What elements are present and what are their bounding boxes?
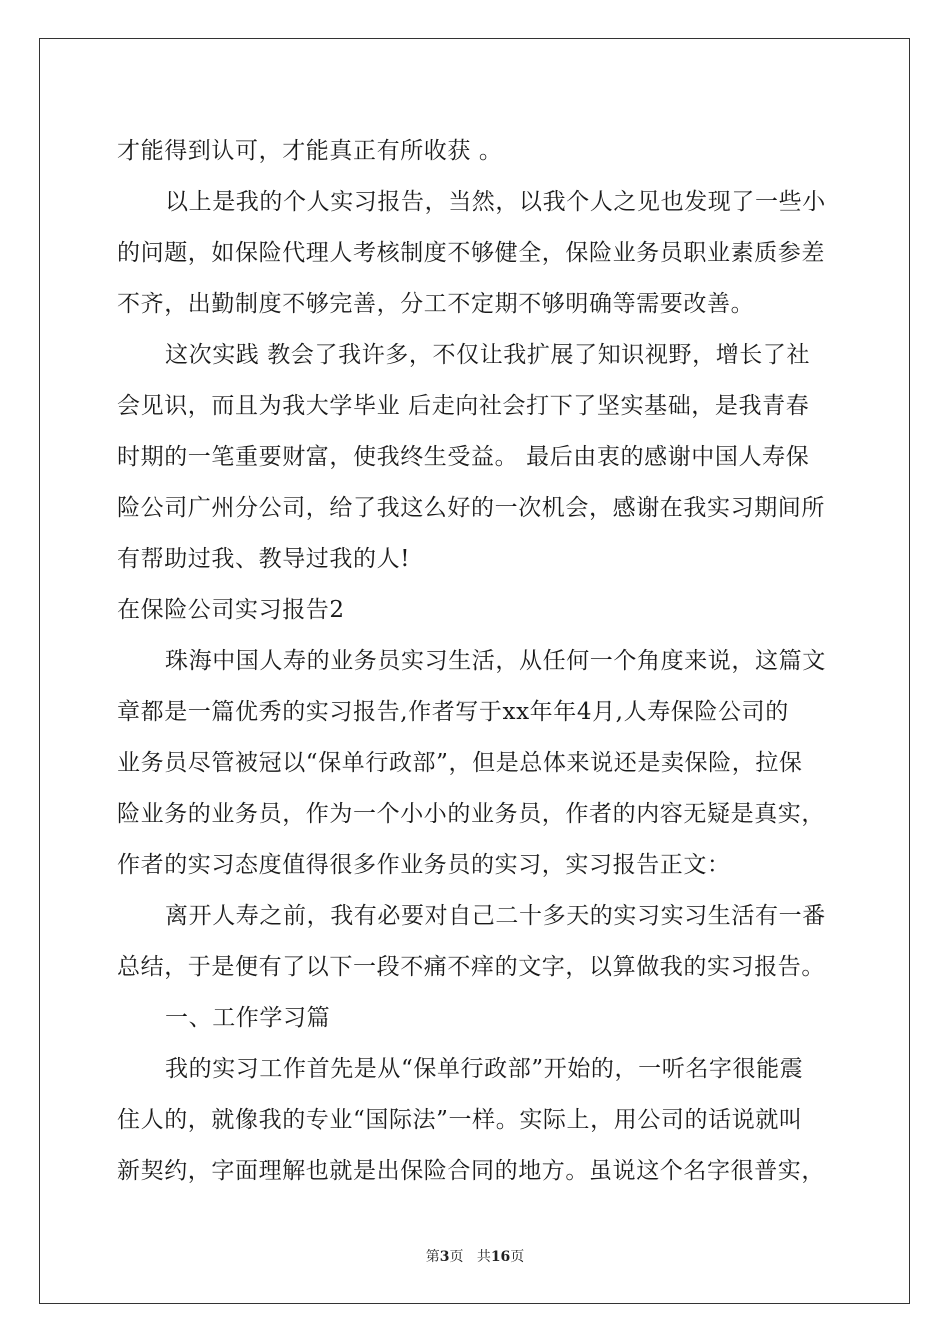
text-line: 不齐，出勤制度不够完善，分工不定期不够明确等需要改善。 (117, 291, 755, 317)
text-line: 总结，于是便有了以下一段不痛不痒的文字，以算做我的实习报告。 (117, 954, 825, 980)
text-line: 离开人寿之前，我有必要对自己二十多天的实习实习生活有一番 (165, 903, 826, 929)
text-line: 住人的，就像我的专业“国际法”一样。实际上，用公司的话说就叫 (117, 1107, 803, 1133)
text-line: 时期的一笔重要财富，使我终生受益。 最后由衷的感谢中国人寿保 (117, 444, 810, 470)
footer-page-number: 3 (439, 1249, 450, 1265)
text-line: 险业务的业务员，作为一个小小的业务员，作者的内容无疑是真实， (117, 801, 825, 827)
footer-page-suffix: 页 (449, 1249, 464, 1265)
text-line: 业务员尽管被冠以“保单行政部”，但是总体来说还是卖保险，拉保 (117, 750, 803, 776)
text-line: 一、工作学习篇 (165, 1005, 331, 1031)
text-line: 有帮助过我、教导过我的人! (117, 546, 411, 572)
footer-prefix: 第 (425, 1249, 440, 1265)
text-line: 我的实习工作首先是从“保单行政部”开始的，一听名字很能震 (165, 1056, 804, 1082)
text-line: 的问题，如保险代理人考核制度不够健全，保险业务员职业素质参差 (117, 240, 825, 266)
text-line: 章都是一篇优秀的实习报告,作者写于xx年年4月,人寿保险公司的 (117, 699, 789, 725)
text-line: 会见识，而且为我大学毕业 后走向社会打下了坚实基础，是我青春 (117, 393, 810, 419)
text-line: 作者的实习态度值得很多作业务员的实习，实习报告正文： (117, 852, 731, 878)
document-body (117, 126, 837, 1197)
text-line: 新契约，字面理解也就是出保险合同的地方。虽说这个名字很普实， (117, 1158, 825, 1184)
page-footer (0, 1246, 950, 1266)
text-line: 以上是我的个人实习报告，当然，以我个人之见也发现了一些小 (165, 189, 826, 215)
footer-total-pages: 16 (490, 1249, 511, 1265)
text-line: 才能得到认可，才能真正有所收获 。 (117, 138, 503, 164)
text-line: 在保险公司实习报告2 (117, 597, 345, 623)
footer-total-suffix: 页 (510, 1249, 525, 1265)
text-line: 险公司广州分公司，给了我这么好的一次机会，感谢在我实习期间所 (117, 495, 825, 521)
text-line: 珠海中国人寿的业务员实习生活，从任何一个角度来说，这篇文 (165, 648, 826, 674)
footer-total-prefix: 共 (476, 1249, 491, 1265)
text-line: 这次实践 教会了我许多，不仅让我扩展了知识视野，增长了社 (165, 342, 811, 368)
